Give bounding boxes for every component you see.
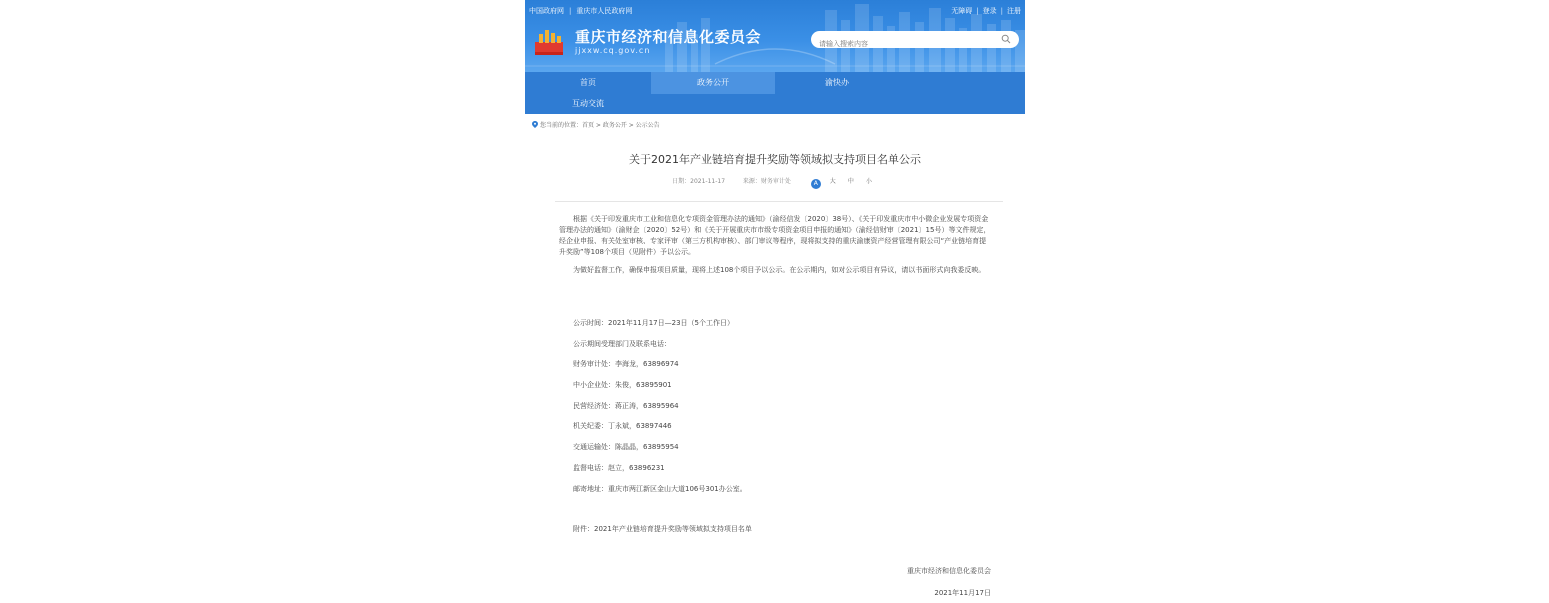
nav-item-gov-affairs[interactable]: 政务公开 [651,72,775,94]
site-domain: jjxxw.cq.gov.cn [575,46,651,55]
font-medium-button[interactable]: 中 [847,178,854,185]
contact-item: 财务审计处：李海龙，63896974 [573,360,679,368]
contact-item: 中小企业处：朱俊，63895901 [573,381,672,389]
nav-item-home[interactable]: 首页 [580,78,596,87]
top-links-left: 中国政府网 | 重庆市人民政府网 [529,7,633,15]
login-link[interactable]: 登录 [982,7,997,15]
publicity-period: 公示时间：2021年11月17日—23日（5个工作日） [573,319,734,327]
attachment-link[interactable]: 附件：2021年产业链培育提升奖励等领域拟支持项目名单 [573,525,752,533]
contact-item: 交通运输处：陈晶晶，63895954 [573,443,679,451]
font-large-button[interactable]: 大 [829,178,836,185]
search-box [811,31,1019,48]
paragraph-notice: 为做好监督工作，确保申报项目质量，现将上述108个项目予以公示。在公示期内，如对公示项目有异议，请以书面形式向我委反映。 [573,266,986,274]
article-date: 日期：2021-11-17 [672,178,726,185]
article-title: 关于2021年产业链培育提升奖励等领域拟支持项目名单公示 [629,153,921,166]
site-title[interactable]: 重庆市经济和信息化委员会 [575,28,762,46]
signature-date: 2021年11月17日 [934,589,991,597]
signature-org: 重庆市经济和信息化委员会 [907,567,991,575]
article-meta [525,176,1025,189]
divider [555,201,1003,202]
page [525,0,1025,603]
breadcrumb [532,120,660,129]
top-links-right: 无障碍 | 登录 | 注册 [951,7,1021,15]
font-size-icon: A [811,179,821,189]
accessibility-link[interactable]: 无障碍 [951,7,973,15]
contact-item: 机关纪委：丁永斌，63897446 [573,422,672,430]
nav-item-interaction[interactable]: 互动交流 [572,99,604,108]
paragraph-basis: 根据《关于印发重庆市工业和信息化专项资金管理办法的通知》（渝经信发〔2020〕38号）、《关于印发重庆市中小微企业发展专项资金管理办法的通知》（渝财企〔2020〕52号）和《关于开展重庆市市级专项资金项目申报的通知》（渝经信财审〔2021〕15号）等文件规定，经企业申报、有关处室审核、专家评审（第三方机构审核）、部门审议等程序，现将拟支持的重庆渝康资产经营管理有限公司“产业链培育提升奖励”等108个项目（见附件）予以公示。 [559,215,991,256]
article-source: 来源：财务审计处 [742,178,791,185]
register-link[interactable]: 注册 [1007,7,1021,15]
link-gov-cn[interactable]: 中国政府网 [529,7,564,15]
breadcrumb-text[interactable]: 您当前的位置：首页 > 政务公开 > 公示公告 [540,122,660,129]
search-input[interactable] [811,36,989,53]
contact-item: 监督电话：赵立，63896231 [573,464,665,472]
search-icon[interactable] [1001,34,1011,44]
site-header [525,0,1025,72]
emblem-logo-icon [531,24,567,56]
mailing-address: 邮寄地址：重庆市两江新区金山大道106号301办公室。 [573,485,747,493]
article-body [559,214,991,276]
location-pin-icon [532,121,538,128]
link-cq-gov[interactable]: 重庆市人民政府网 [576,7,633,15]
main-nav [525,72,1025,114]
contacts-heading: 公示期间受理部门及联系电话： [573,340,671,348]
font-small-button[interactable]: 小 [865,178,872,185]
nav-item-yukuaiban[interactable]: 渝快办 [825,78,849,87]
contact-item: 民营经济处：蒋正涛，63895964 [573,402,679,410]
